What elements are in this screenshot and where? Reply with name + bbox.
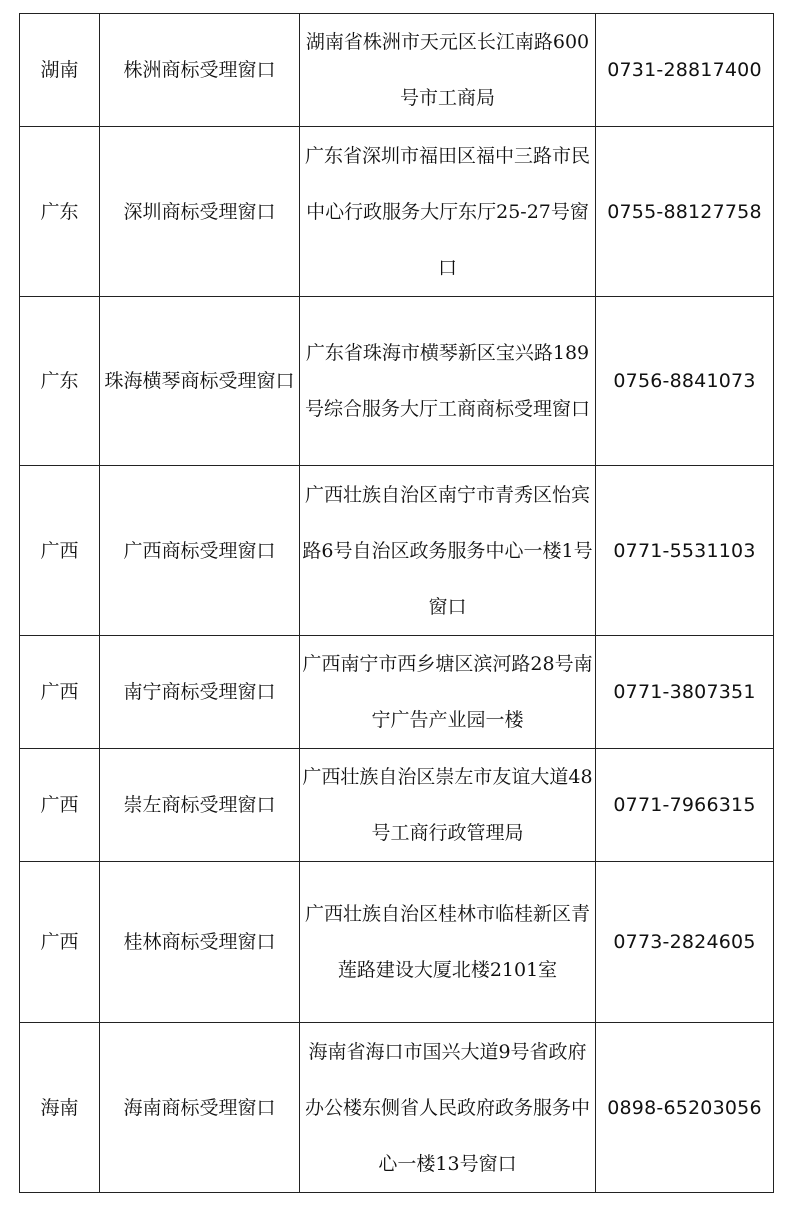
- window-name-cell: 南宁商标受理窗口: [100, 636, 300, 749]
- address-cell: 广西壮族自治区桂林市临桂新区青莲路建设大厦北楼2101室: [300, 862, 596, 1023]
- region-cell: 海南: [20, 1023, 100, 1193]
- table-row: [20, 14, 774, 127]
- address-cell: 广西壮族自治区南宁市青秀区怡宾路6号自治区政务服务中心一楼1号窗口: [300, 466, 596, 636]
- window-name-cell: 崇左商标受理窗口: [100, 749, 300, 862]
- address-cell: 广西壮族自治区崇左市友谊大道48号工商行政管理局: [300, 749, 596, 862]
- table-row: [20, 127, 774, 297]
- region-cell: 广西: [20, 749, 100, 862]
- phone-cell: 0731-28817400: [596, 14, 774, 127]
- phone-cell: 0898-65203056: [596, 1023, 774, 1193]
- region-cell: 广东: [20, 127, 100, 297]
- table-row: [20, 749, 774, 862]
- phone-cell: 0771-3807351: [596, 636, 774, 749]
- region-cell: 广西: [20, 636, 100, 749]
- address-cell: 海南省海口市国兴大道9号省政府办公楼东侧省人民政府政务服务中心一楼13号窗口: [300, 1023, 596, 1193]
- window-name-cell: 桂林商标受理窗口: [100, 862, 300, 1023]
- table-row: [20, 466, 774, 636]
- window-name-cell: 深圳商标受理窗口: [100, 127, 300, 297]
- region-cell: 广东: [20, 297, 100, 466]
- phone-cell: 0773-2824605: [596, 862, 774, 1023]
- table-row: [20, 1023, 774, 1193]
- phone-cell: 0771-5531103: [596, 466, 774, 636]
- address-cell: 广东省珠海市横琴新区宝兴路189号综合服务大厅工商商标受理窗口: [300, 297, 596, 466]
- address-cell: 广西南宁市西乡塘区滨河路28号南宁广告产业园一楼: [300, 636, 596, 749]
- window-name-cell: 广西商标受理窗口: [100, 466, 300, 636]
- address-cell: 广东省深圳市福田区福中三路市民中心行政服务大厅东厅25-27号窗口: [300, 127, 596, 297]
- region-cell: 广西: [20, 466, 100, 636]
- address-cell: 湖南省株洲市天元区长江南路600号市工商局: [300, 14, 596, 127]
- window-name-cell: 珠海横琴商标受理窗口: [100, 297, 300, 466]
- phone-cell: 0771-7966315: [596, 749, 774, 862]
- region-cell: 湖南: [20, 14, 100, 127]
- window-name-cell: 海南商标受理窗口: [100, 1023, 300, 1193]
- phone-cell: 0756-8841073: [596, 297, 774, 466]
- region-cell: 广西: [20, 862, 100, 1023]
- table-row: [20, 297, 774, 466]
- phone-cell: 0755-88127758: [596, 127, 774, 297]
- trademark-window-table: [19, 13, 774, 1193]
- window-name-cell: 株洲商标受理窗口: [100, 14, 300, 127]
- table-row: [20, 636, 774, 749]
- table-row: [20, 862, 774, 1023]
